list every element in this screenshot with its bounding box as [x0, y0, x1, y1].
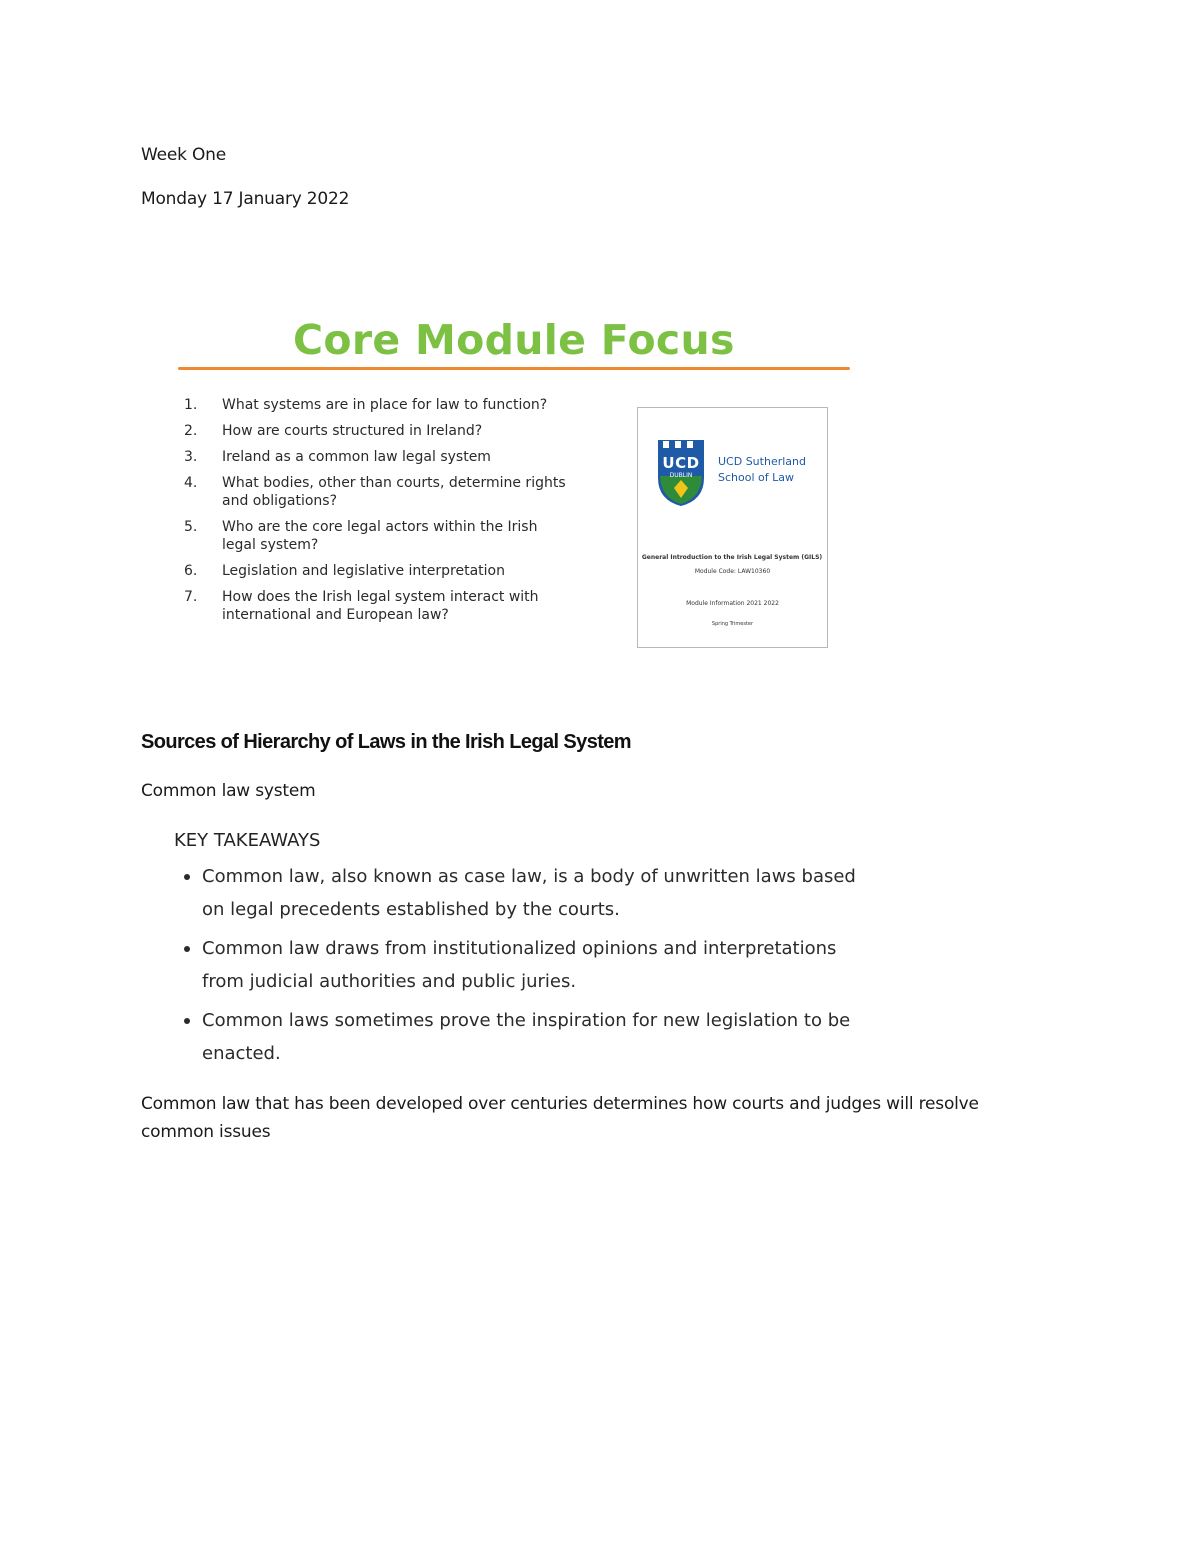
list-item: Common law draws from institutionalized opinions and interpretations from judicial authorities and public juries.	[174, 932, 862, 998]
question-list: 1. What systems are in place for law to function? 2. How are courts structured in Ireland? 3. Ireland as a common law legal system 4. What bodies, other than courts, determine rights and obligations? 5. Who are the core legal actors within the Irish legal system? 6. Legislation and legislative interpretation 7. How does the Irish legal system interact with international and European law?	[184, 397, 566, 623]
cover-logo-text: UCD	[662, 454, 700, 472]
cover-module-code: Module Code: LAW10360	[694, 568, 771, 575]
slide-title: Core Module Focus	[293, 316, 735, 364]
cover-trimester: Spring Trimester	[711, 621, 754, 627]
list-item: Common law, also known as case law, is a body of unwritten laws based on legal precedents established by the courts.	[174, 860, 862, 926]
module-cover	[637, 407, 828, 648]
closing-paragraph: Common law that has been developed over centuries determines how courts and judges will resolve common issues	[141, 1094, 979, 1142]
slide-image	[176, 316, 852, 646]
key-takeaways-title: KEY TAKEAWAYS	[174, 830, 321, 851]
date-label: Monday 17 January 2022	[141, 189, 350, 209]
key-takeaways-list	[174, 860, 862, 1076]
section-subheading: Common law system	[141, 781, 316, 801]
section-heading: Sources of Hierarchy of Laws in the Irish Legal System	[141, 731, 631, 753]
cover-school: UCD Sutherland School of Law	[718, 455, 806, 484]
cover-logo-sub: DUBLIN	[669, 472, 693, 479]
cover-course: General Introduction to the Irish Legal System (GILS)	[641, 554, 823, 561]
cover-module-info: Module Information 2021 2022	[686, 600, 779, 607]
week-label: Week One	[141, 145, 226, 165]
slide-title-rule	[178, 367, 850, 370]
list-item: Common laws sometimes prove the inspiration for new legislation to be enacted.	[174, 1004, 862, 1070]
